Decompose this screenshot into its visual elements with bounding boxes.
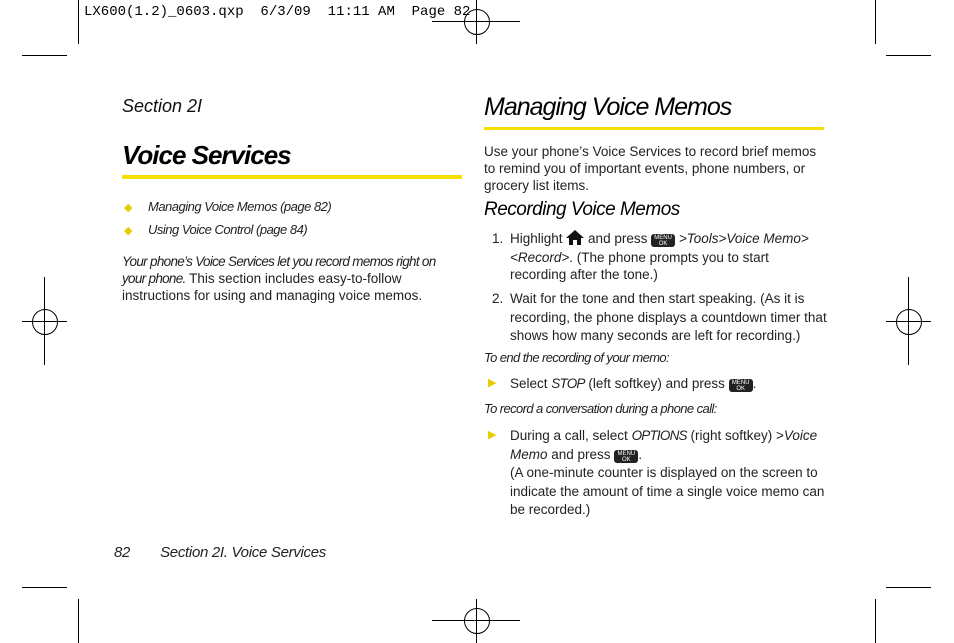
stop-instruction: ▶ Select STOP (left softkey) and press MENU OK . — [488, 376, 757, 392]
step-number: 2. — [492, 291, 504, 306]
page-number: 82 — [114, 544, 131, 561]
menu-ok-key-icon: MENU OK — [614, 450, 638, 463]
menu-path: >Tools>Voice Memo> <Record> — [510, 231, 809, 265]
crop-mark — [78, 599, 79, 643]
page-title: Managing Voice Memos — [484, 93, 732, 121]
slug-line: LX600(1.2)_0603.qxp 6/3/09 11:11 AM Page 82 — [84, 4, 471, 20]
home-icon — [566, 230, 584, 249]
triangle-right-icon: ▶ — [488, 429, 497, 441]
list-item[interactable]: ◆ Using Voice Control (page 84) — [124, 222, 308, 237]
section-intro — [122, 253, 452, 304]
intro-emphasis: Your phone’s Voice Services let you record memos right on your phone. — [122, 254, 436, 286]
softkey-label: OPTIONS — [631, 428, 687, 443]
step-2 — [492, 290, 832, 346]
page-intro: Use your phone’s Voice Services to record brief memos to remind you of important events, phone numbers, or grocery list items. — [484, 144, 817, 193]
procedure-heading: To end the recording of your memo: — [484, 350, 670, 365]
softkey-label: STOP — [551, 376, 585, 391]
diamond-icon: ◆ — [124, 202, 132, 214]
menu-item-voice-memo: Voice Memo — [510, 428, 818, 462]
procedure-heading: To record a conversation during a phone call: — [484, 401, 717, 416]
list-item[interactable]: ◆ Managing Voice Memos (page 82) — [124, 199, 332, 214]
diamond-icon: ◆ — [124, 225, 132, 237]
crop-mark — [875, 0, 876, 44]
step-1 — [492, 230, 832, 282]
crop-mark — [22, 55, 67, 56]
menu-ok-key-icon: MENU OK — [651, 234, 675, 247]
menu-ok-key-icon: MENU OK — [729, 379, 753, 392]
step-text: Wait for the tone and then start speaking. (As it is recording, the phone displays a countdown timer that shows how many seconds are left for recording.) — [510, 291, 827, 343]
title-rule — [122, 175, 462, 179]
crop-mark — [78, 0, 79, 44]
section-title: Voice Services — [122, 140, 291, 170]
page-footer — [114, 544, 326, 561]
section-contents-list — [124, 199, 331, 245]
step-number: 1. — [492, 231, 504, 246]
subsection-title: Recording Voice Memos — [484, 199, 680, 220]
crop-mark — [875, 599, 876, 643]
intro-text: This section includes easy-to-follow instructions for using and managing voice memos. — [122, 271, 423, 303]
crop-mark — [22, 587, 67, 588]
call-note: (A one-minute counter is displayed on the screen to indicate the amount of time a single voice memo can be recorded.) — [510, 465, 825, 517]
section-label: Section 2I — [122, 96, 203, 116]
call-instruction: ▶ During a call, select OPTIONS (right softkey) >Voice Memo and press MENU OK . (A one-minute counter is displayed on the screen to indicate the amount of time a single voice memo can be recorded.) — [488, 428, 825, 517]
footer-section: Section 2I. Voice Services — [160, 544, 326, 561]
title-rule — [484, 127, 824, 130]
step-text: Highlight and press MENU OK >Tools>Voice Memo> <Record>. (The phone prompts you to start recording after the tone.) — [510, 231, 809, 282]
triangle-right-icon: ▶ — [488, 377, 497, 389]
crop-mark — [886, 587, 931, 588]
crop-mark — [886, 55, 931, 56]
